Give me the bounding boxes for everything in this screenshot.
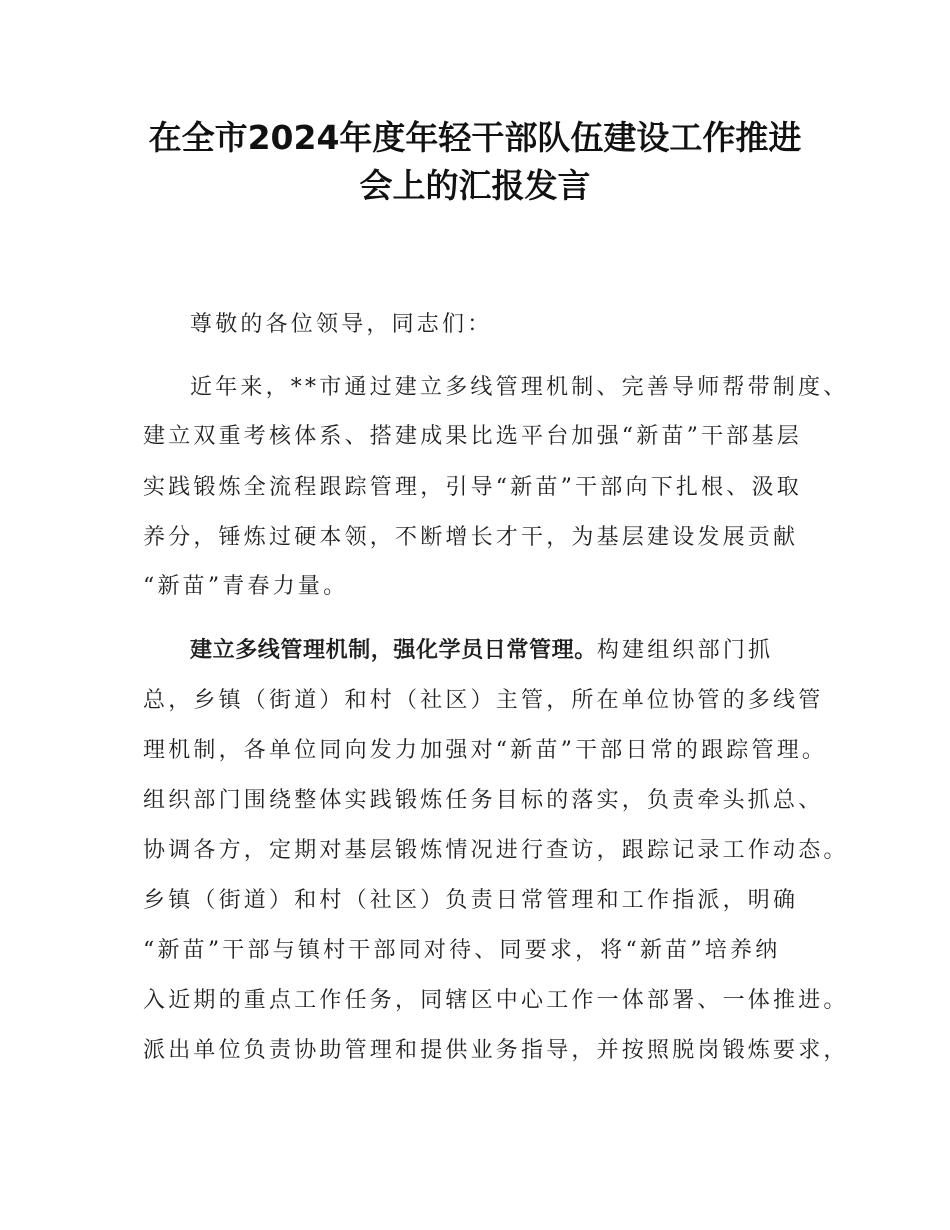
document-title-line-1: 在全市2024年度年轻干部队伍建设工作推进 (148, 118, 802, 157)
section1-first-line-rest: 构建组织部门抓 (596, 638, 774, 663)
document-title-line-2: 会上的汇报发言 (359, 166, 591, 205)
section1-heading: 建立多线管理机制，强化学员日常管理。 (190, 638, 597, 663)
salutation: 尊敬的各位领导，同志们： (190, 312, 493, 337)
intro-line-4: 养分，锤炼过硬本领，不断增长才干，为基层建设发展贡献 (143, 525, 799, 550)
intro-line-5: “新苗”青春力量。 (143, 574, 349, 599)
intro-line-3: 实践锻炼全流程跟踪管理，引导“新苗”干部向下扎根、汲取 (143, 475, 802, 500)
section1-line-2: 总，乡镇（街道）和村（社区）主管，所在单位协管的多线管 (143, 688, 824, 713)
section1-line-5: 协调各方，定期对基层锻炼情况进行查访，跟踪记录工作动态。 (143, 838, 849, 863)
section1-line-3: 理机制，各单位同向发力加强对“新苗”干部日常的跟踪管理。 (143, 738, 828, 763)
section1-first-line (190, 636, 880, 666)
section1-line-6: 乡镇（街道）和村（社区）负责日常管理和工作指派，明确 (143, 888, 799, 913)
section1-line-9: 派出单位负责协助管理和提供业务指导，并按照脱岗锻炼要求， (143, 1038, 849, 1063)
intro-line-1: 近年来，**市通过建立多线管理机制、完善导师帮带制度、 (190, 375, 849, 400)
intro-line-2: 建立双重考核体系、搭建成果比选平台加强“新苗”干部基层 (143, 424, 802, 449)
section1-line-7: “新苗”干部与镇村干部同对待、同要求，将“新苗”培养纳 (143, 938, 781, 963)
section1-line-8: 入近期的重点工作任务，同辖区中心工作一体部署、一体推进。 (143, 988, 849, 1013)
section1-line-4: 组织部门围绕整体实践锻炼任务目标的落实，负责牵头抓总、 (143, 788, 824, 813)
